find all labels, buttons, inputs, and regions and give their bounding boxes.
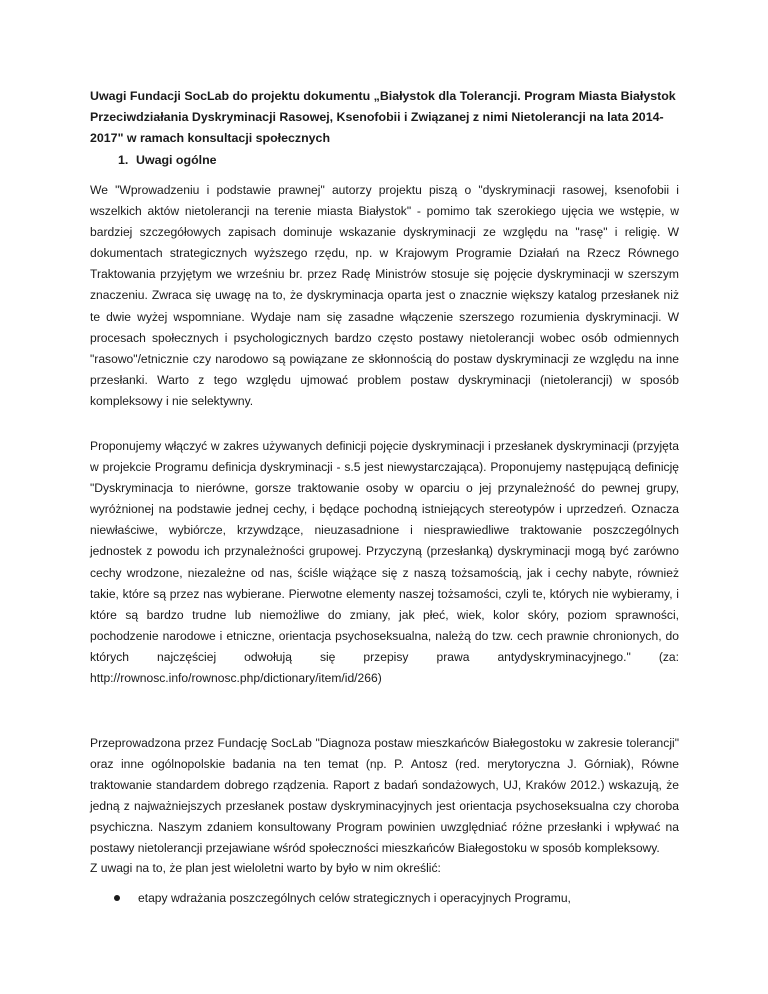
section-heading-text: Uwagi ogólne [136, 153, 217, 167]
paragraph-definition: Proponujemy włączyć w zakres używanych definicji pojęcie dyskryminacji i przesłanek dyskryminacji (przyjęta w projekcie Programu definicja dyskryminacji - s.5 jest niewystarczająca). Proponujemy następującą definicję "Dyskryminacja to nierówne, gorsze traktowanie osoby w oparciu o jej przynależność do pewnej grupy, wyróżnionej na podstawie jednej cechy, i będące pochodną istniejących stereotypów i uprzedzeń. Oznacza niewłaściwe, wybiórcze, krzywdzące, nieuzasadnione i niesprawiedliwe traktowanie poszczególnych jednostek z powodu ich przynależności grupowej. Przyczyną (przesłanką) dyskryminacji mogą być zarówno cechy wrodzone, niezależne od nas, ściśle wiążące się z naszą tożsamością, jak i cechy nabyte, również takie, które są przez nas wybierane. Pierwotne elementy naszej tożsamości, czyli te, których nie wybieramy, i które są bardzo trudne lub niemożliwe do zmiany, jak płeć, wiek, kolor skóry, poziom sprawności, pochodzenie narodowe i etniczne, orientacja psychoseksualna, należą do tzw. cech prawnie chronionych, do których najczęściej odwołują się przepisy prawa antydyskryminacyjnego." (za: http://rownosc.info/rownosc.php/dictionary/item/id/266) [90, 439, 679, 686]
section-heading [118, 150, 217, 171]
bullet-dot-icon [114, 895, 120, 901]
paragraph-plan-intro: Z uwagi na to, że plan jest wieloletni warto by było w nim określić: [90, 861, 441, 875]
bullet-text: etapy wdrażania poszczególnych celów strategicznych i operacyjnych Programu, [138, 891, 571, 905]
paragraph-introduction: We "Wprowadzeniu i podstawie prawnej" autorzy projektu piszą o "dyskryminacji rasowej, ksenofobii i wszelkich aktów nietolerancji na terenie miasta Białystok" - pomimo tak szerokiego ujęcia we wstępie, w bardziej szczegółowych zapisach dominuje wskazanie dyskryminacji ze względu na "rasę" i religię. W dokumentach strategicznych wyższego rzędu, np. w Krajowym Programie Działań na Rzecz Równego Traktowania przyjętym we wrześniu br. przez Radę Ministrów stosuje się pojęcie dyskryminacji w szerszym znaczeniu. Zwraca się uwagę na to, że dyskryminacja oparta jest o znacznie większy katalog przesłanek niż te dwie wyżej wspomniane. Wydaje nam się zasadne włączenie szerszego rozumienia dyskryminacji. W procesach społecznych i psychologicznych bardzo często postawy nietolerancji wobec osób odmiennych "rasowo"/etnicznie czy narodowo są powiązane ze skłonnością do postaw dyskryminacji ze względu na inne przesłanki. Warto z tego względu ujmować problem postaw dyskryminacji (nietolerancji) w sposób kompleksowy i nie selektywny. [90, 183, 679, 408]
paragraph-diagnosis: Przeprowadzona przez Fundację SocLab "Diagnoza postaw mieszkańców Białegostoku w zakresie tolerancji" oraz inne ogólnopolskie badania na ten temat (np. P. Antosz (red. merytoryczna J. Górniak), Równe traktowanie standardem dobrego rządzenia. Raport z badań sondażowych, UJ, Kraków 2012.) wskazują, że jedną z najważniejszych przesłanek postaw dyskryminacyjnych jest orientacja psychoseksualna czy choroba psychiczna. Naszym zdaniem konsultowany Program powinien uwzględniać różne przesłanki i wpływać na postawy nietolerancji przejawiane wśród społeczności mieszkańców Białegostoku w sposób kompleksowy. [90, 736, 679, 856]
section-number: 1. [118, 153, 129, 167]
document-title: Uwagi Fundacji SocLab do projektu dokumentu „Białystok dla Tolerancji. Program Miasta Białystok Przeciwdziałania Dyskryminacji Rasowej, Ksenofobii i Związanej z nimi Nietolerancji na lata 2014-2017" w ramach konsultacji społecznych [90, 89, 676, 145]
